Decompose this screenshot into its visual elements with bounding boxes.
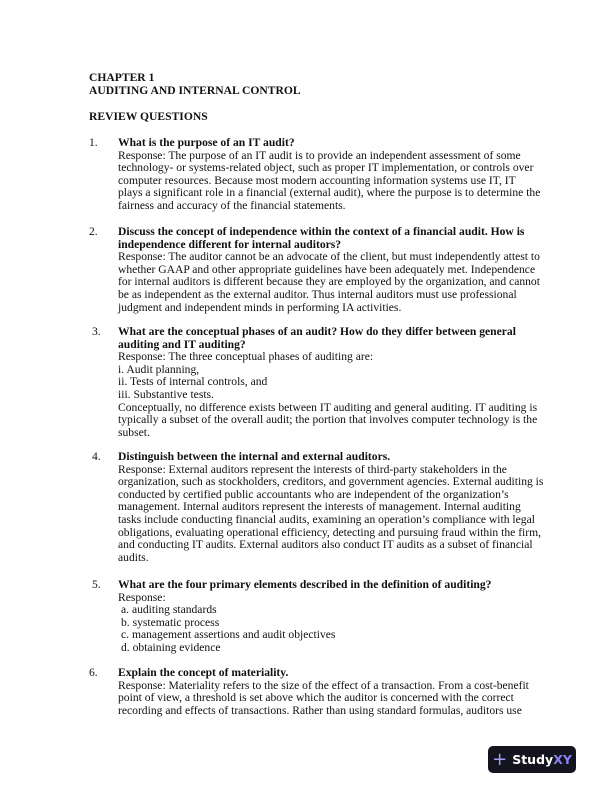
response-line: Response: The purpose of an IT audit is to provide an independent assessment of some (118, 148, 521, 162)
question-content (118, 226, 540, 314)
question-number: 3. (92, 325, 101, 338)
response-line: ii. Tests of internal controls, and (118, 375, 268, 389)
question-number: 2. (89, 225, 98, 238)
response-line: point of view, a threshold is set above which the auditor is concerned with the correct (118, 691, 514, 705)
response-line: Response: External auditors represent the interests of third-party stakeholders in the (118, 462, 507, 476)
response-line: obligations, evaluating operational efficiency, detecting and pursuing fraud within the firm, (118, 525, 542, 539)
response-line: i. Audit planning, (118, 362, 200, 376)
question-title: What is the purpose of an IT audit? (118, 136, 295, 149)
question-title: Distinguish between the internal and external auditors. (118, 450, 391, 463)
question-number: 4. (92, 450, 101, 463)
response-line: Conceptually, no difference exists between IT auditing and general auditing. IT auditing is (118, 400, 538, 414)
response-line: typically a subset of the overall audit; the portion that involves computer technology is the (118, 413, 538, 427)
question-content (118, 326, 537, 439)
response-line: be as independent as the external auditor. Thus internal auditors must use professional (118, 287, 517, 301)
response-line: and conducting IT audits. External auditors also conduct IT audits as a subset of financial (118, 538, 533, 552)
brand-xy: XY (553, 752, 572, 767)
response-line: organization, such as stockholders, creditors, and government agencies. External auditing is (118, 475, 544, 489)
list-item: c. management assertions and audit objectives (121, 628, 336, 642)
plus-icon: + (492, 748, 508, 770)
question-number: 1. (89, 136, 98, 149)
question-content (118, 579, 491, 655)
response-line: iii. Substantive tests. (118, 387, 214, 401)
response-line: fairness and accuracy of the financial statements. (118, 198, 346, 212)
question-title: What are the four primary elements described in the definition of auditing? (118, 578, 492, 591)
list-item: b. systematic process (121, 615, 220, 629)
question-content (118, 137, 540, 213)
response-line: Response: The three conceptual phases of auditing are: (118, 350, 374, 364)
list-item: a. auditing standards (121, 603, 217, 617)
response-line: computer resources. Because most modern accounting information systems use IT, IT (118, 173, 516, 187)
response-line: conducted by certified public accountants who are independent of the organization’s (118, 487, 509, 501)
question-title: Discuss the concept of independence within the context of a financial audit. How is (118, 225, 525, 238)
question-number: 6. (89, 666, 98, 679)
response-line: audits. (118, 550, 149, 564)
question-content (118, 667, 529, 717)
response-line: Response: (118, 590, 166, 604)
studyxy-badge[interactable] (488, 746, 576, 773)
response-line: judgment and independent minds in performing IA activities. (118, 300, 402, 314)
response-line: whether GAAP and other appropriate guidelines have been adequately met. Independence (118, 262, 536, 276)
response-line: recording and effects of transactions. Rather than using standard formulas, auditors use (118, 703, 522, 717)
section-heading: REVIEW QUESTIONS (89, 110, 208, 123)
response-line: management. Internal auditors represent the interests of management. Internal auditing (118, 500, 521, 514)
brand-study: Study (512, 752, 554, 767)
question-title: What are the conceptual phases of an audit? How do they differ between general (118, 325, 516, 338)
question-title: independence different for internal auditors? (118, 237, 342, 251)
question-title: auditing and IT auditing? (118, 337, 246, 351)
chapter-title: AUDITING AND INTERNAL CONTROL (89, 84, 301, 97)
response-line: subset. (118, 425, 150, 439)
response-line: Response: Materiality refers to the size of the effect of a transaction. From a cost-benefit (118, 678, 529, 692)
response-line: for internal auditors is different because they are employed by the organization, and cannot (118, 275, 540, 289)
list-item: d. obtaining evidence (121, 640, 221, 654)
question-content (118, 451, 543, 564)
response-line: technology- or systems-related object, such as proper IT implementation, or controls over (118, 161, 534, 175)
question-title: Explain the concept of materiality. (118, 666, 289, 679)
chapter-number: CHAPTER 1 (89, 71, 155, 84)
response-line: Response: The auditor cannot be an advocate of the client, but must independently attest to (118, 250, 540, 264)
response-line: tasks include conducting financial audits, examining an operation’s compliance with legal (118, 512, 535, 526)
response-line: plays a significant role in a financial (external audit), where the purpose is to determine the (118, 186, 541, 200)
question-number: 5. (92, 578, 101, 591)
